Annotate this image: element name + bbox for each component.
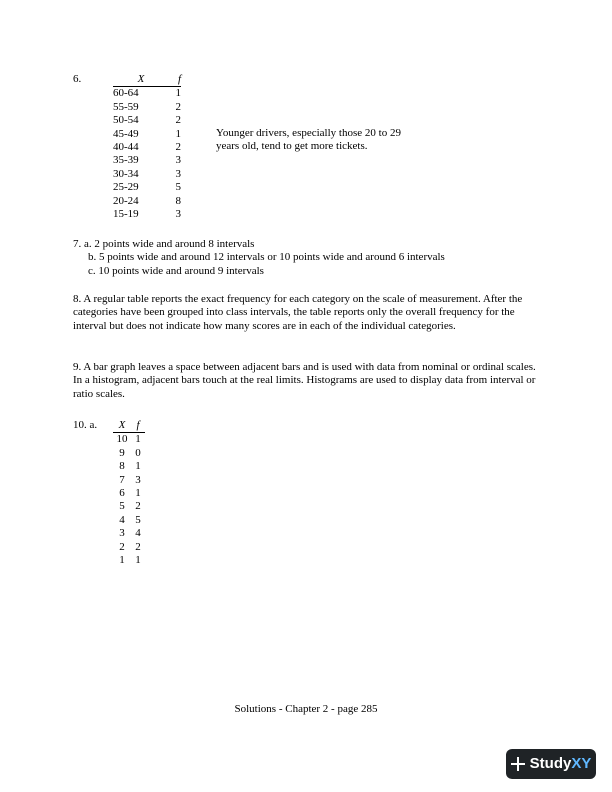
table-row <box>113 474 145 487</box>
table-row <box>113 168 181 181</box>
frequency-cell: 0 <box>135 446 141 459</box>
question-6-frequency-table <box>113 73 181 221</box>
table-header-row <box>113 73 181 87</box>
question-7-answer <box>73 238 553 278</box>
interval-cell: 40-44 <box>113 141 139 154</box>
table-row <box>113 208 181 221</box>
score-cell: 1 <box>119 554 125 567</box>
frequency-cell: 1 <box>135 554 141 567</box>
plus-icon <box>511 757 525 771</box>
table-row <box>113 514 145 527</box>
badge-label <box>529 755 592 773</box>
table-row <box>113 87 181 101</box>
table-row <box>113 101 181 114</box>
table-row <box>113 541 145 554</box>
page-footer: Solutions - Chapter 2 - page 285 <box>234 703 378 715</box>
table-row <box>113 114 181 127</box>
question-8-answer: 8. A regular table reports the exact frequency for each category on the scale of measurement. After the categories have been grouped into class intervals, the table reports only the overall frequency for the interval but does not indicate how many scores are in each of the individual categories. <box>73 293 523 332</box>
column-header-f: f <box>131 419 145 433</box>
table-row <box>113 141 181 154</box>
interval-cell: 50-54 <box>113 114 139 127</box>
table-row <box>113 181 181 194</box>
answer-part-b: b. 5 points wide and around 12 intervals or 10 points wide and around 6 intervals <box>88 251 445 264</box>
interval-cell: 25-29 <box>113 181 139 194</box>
table-row <box>113 460 145 473</box>
table-row <box>113 447 145 460</box>
answer-part-a: 7. a. 2 points wide and around 8 intervals <box>73 238 255 250</box>
frequency-cell: 1 <box>135 460 141 473</box>
score-cell: 8 <box>119 460 125 473</box>
frequency-cell: 8 <box>175 194 181 207</box>
frequency-cell: 2 <box>135 540 141 553</box>
frequency-cell: 3 <box>175 208 181 221</box>
score-cell: 10 <box>116 433 128 446</box>
frequency-cell: 2 <box>175 100 181 113</box>
score-cell: 3 <box>119 527 125 540</box>
frequency-cell: 1 <box>135 433 141 446</box>
table-row <box>113 554 145 567</box>
interval-cell: 45-49 <box>113 127 139 140</box>
table-row <box>113 154 181 167</box>
score-cell: 9 <box>119 446 125 459</box>
score-cell: 4 <box>119 513 125 526</box>
table-row <box>113 433 145 447</box>
answer-part-c: c. 10 points wide and around 9 intervals <box>88 264 264 277</box>
question-10-number: 10. a. <box>73 419 98 431</box>
table-row <box>113 128 181 141</box>
frequency-cell: 3 <box>175 167 181 180</box>
column-header-x: X <box>113 419 131 433</box>
interval-cell: 30-34 <box>113 167 139 180</box>
question-9-answer: 9. A bar graph leaves a space between adjacent bars and is used with data from nominal or ordinal scales. In a histogram, adjacent bars touch at the real limits. Histograms are used to display data from interval or ratio scales. <box>73 361 536 400</box>
interval-cell: 15-19 <box>113 208 139 221</box>
frequency-cell: 4 <box>135 527 141 540</box>
frequency-cell: 5 <box>135 513 141 526</box>
frequency-cell: 2 <box>135 500 141 513</box>
table-row <box>113 487 145 500</box>
frequency-cell: 3 <box>135 473 141 486</box>
frequency-cell: 2 <box>175 114 181 127</box>
score-cell: 7 <box>119 473 125 486</box>
note-line: years old, tend to get more tickets. <box>216 140 368 153</box>
score-cell: 2 <box>119 540 125 553</box>
frequency-cell: 1 <box>135 487 141 500</box>
question-6-note <box>216 127 436 154</box>
score-cell: 5 <box>119 500 125 513</box>
question-10-frequency-table <box>113 419 145 567</box>
table-header-row <box>113 419 145 433</box>
frequency-cell: 3 <box>175 154 181 167</box>
interval-cell: 60-64 <box>113 87 139 100</box>
badge-text-xy: XY <box>571 755 592 773</box>
question-6-number: 6. <box>73 73 82 85</box>
column-header-f: f <box>169 73 181 87</box>
note-line: Younger drivers, especially those 20 to 29 <box>216 127 401 139</box>
frequency-cell: 2 <box>175 141 181 154</box>
column-header-x: X <box>113 73 169 87</box>
score-cell: 6 <box>119 487 125 500</box>
badge-text-study: Study <box>529 755 572 773</box>
table-row <box>113 527 145 540</box>
table-row <box>113 500 145 513</box>
studyxy-badge[interactable] <box>506 749 596 779</box>
frequency-cell: 1 <box>175 87 181 100</box>
frequency-cell: 1 <box>175 127 181 140</box>
table-row <box>113 195 181 208</box>
interval-cell: 35-39 <box>113 154 139 167</box>
frequency-cell: 5 <box>175 181 181 194</box>
interval-cell: 55-59 <box>113 100 139 113</box>
interval-cell: 20-24 <box>113 194 139 207</box>
